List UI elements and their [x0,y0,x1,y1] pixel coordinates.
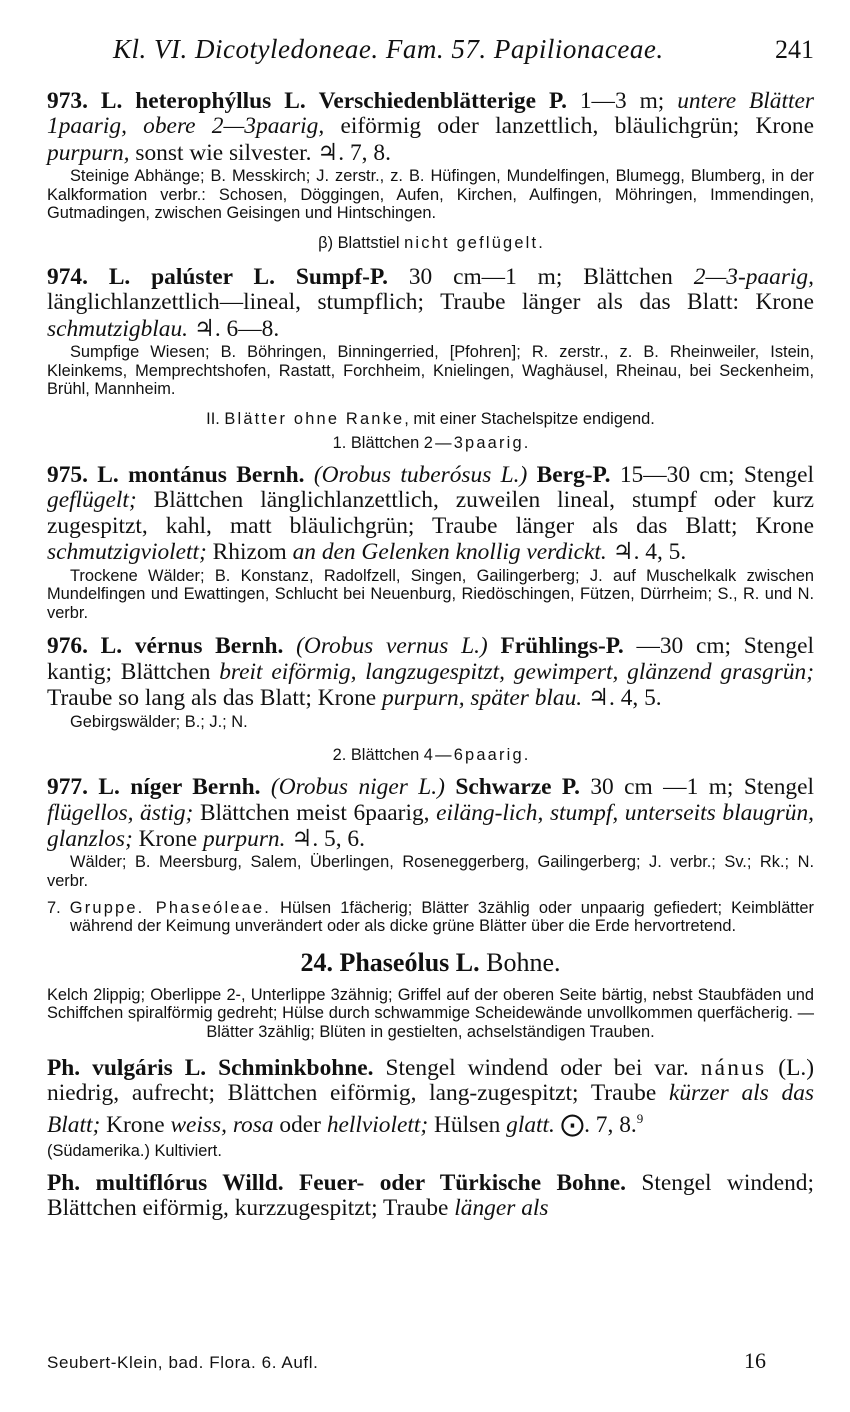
italic-run: purpurn, später blau. [382,685,583,712]
scientific-name: vérnus Bernh. [134,633,284,660]
species-entry-975 [47,463,814,622]
spaced-run: 4—6paarig [423,746,524,765]
text-run: Traube so lang als das Blatt; Krone [47,685,383,712]
german-name: Feuer- oder Türkische Bohne. [298,1169,626,1196]
spaced-run: 2—3paarig [423,434,524,452]
species-description [47,265,814,342]
italic-run: flügellos, ästig; [47,799,194,826]
flowering-months: . 7, 8. [338,139,391,166]
scientific-name: níger Bernh. [130,774,261,801]
italic-run: untere Blätter 1paarig, obere 2—3paarig, [47,88,814,140]
species-number: 974. L. [47,264,131,290]
text-run: II. [206,410,225,428]
italic-run: 2—3-paarig, [693,264,814,290]
subdivision-2 [47,745,814,765]
italic-run: purpurn. [202,826,286,853]
scientific-name: Ph. vulgáris L. [47,1054,207,1081]
species-entry-vulgaris [47,1056,814,1161]
annual-symbol: ⨀ [560,1110,585,1139]
text-run: Rhizom [206,539,293,566]
text-run: oder [273,1112,327,1139]
genus-number: 24. [300,947,333,977]
running-title: Kl. VI. Dicotyledoneae. Fam. 57. Papilionaceae. [113,34,664,64]
genus-description: Kelch 2lippig; Oberlippe 2-, Unterlippe 3zähnig; Griffel auf der oberen Seite bärtig, nebst Staubfäden und Schiffchen spiralförmig gedreht; Hülse durch schwammige Scheidewände unvollkommen querfächerig. — Blätter 3zählig; Blüten in gestielten, achselständigen Trauben. [47,985,814,1041]
text-run: Blättchen meist 6paarig, [193,799,437,826]
german-name: Verschiedenblätterige P. [318,88,567,114]
signature-line: Seubert-Klein, bad. Flora. 6. Aufl. [47,1353,319,1372]
text-run: 30 cm —1 m; Stengel [579,774,814,801]
localities: Gebirgswälder; B.; J.; N. [70,712,248,731]
signature-number: 16 [744,1348,766,1373]
subdivision-beta [47,233,814,253]
german-name: Sumpf-P. [295,264,388,290]
page-number: 241 [775,35,814,64]
origin-note: (Südamerika.) Kultiviert. [47,1141,222,1160]
italic-run: glatt. [506,1112,555,1139]
subdivision-1 [47,433,814,453]
species-description [47,463,814,566]
text-run: —30 cm; Stengel kantig; Blättchen [47,633,814,685]
text-run: β) Blattstiel [318,234,405,252]
scientific-name: Ph. multiflórus Willd. [47,1169,284,1196]
perennial-symbol: ♃ [317,137,339,166]
german-name: Frühlings-P. [500,633,624,660]
flowering-months: . 5, 6. [312,826,365,853]
scientific-name: palúster L. [151,264,275,290]
text-run: 1. Blättchen [332,434,424,452]
flowering-months: . 7, 8. [584,1112,637,1139]
genus-heading [47,948,814,978]
text-run: Stengel windend; Blättchen eiförmig, kurzzugespitzt; Traube [47,1169,814,1222]
species-number: 976. L. [47,633,123,660]
synonym: (Orobus niger L.) [270,774,445,801]
text-run: Stengel windend oder bei var. [373,1054,701,1081]
species-number: 973. L. [47,88,123,114]
italic-run: schmutzigviolett; [47,539,207,566]
species-entry-976 [47,634,814,731]
spaced-run: nicht geflügelt [404,234,539,252]
subdivision-II [47,409,814,429]
italic-run: hellviolett; [326,1112,429,1139]
text-run: Blättchen länglichlanzettlich, zuweilen lineal, stumpf oder kurz zugespitzt, kahl, matt bläulichgrün; Traube länger als das Blatt; Krone [47,487,814,539]
italic-run: an den Gelenken knollig verdickt. [292,539,607,566]
species-description [47,634,814,711]
german-name: Schminkbohne. [218,1054,374,1081]
page-footer [47,1348,766,1374]
species-description [47,775,814,852]
perennial-symbol: ♃ [588,683,609,712]
species-number: 977. L. [47,774,120,801]
italic-run: schmutzigblau. [47,315,188,342]
species-entry-973 [47,89,814,223]
text-run: Hülsen 1fächerig; Blätter 3zählig oder unpaarig gefiedert; Keimblätter während der Keimung unverändert oder als dicke grüne Blätter über die Erde hervortretend. [70,898,814,936]
flowering-months: . 4, 5. [633,539,687,566]
flowering-months: . 6—8. [214,315,280,342]
flowering-months: . 4, 5. [609,685,662,712]
italic-run: purpurn, [47,139,130,166]
localities: Trockene Wälder; B. Konstanz, Radolfzell, Singen, Gailingerberg; J. auf Muschelkalk zwischen Mundelfingen und Ewattingen, Schlucht bei Neuenburg, Riedöschingen, Fützen, Dürrheim; S., R. und N. verbr. [47,566,814,622]
text-run: . [523,434,529,452]
italic-run: weiss, rosa [170,1112,274,1139]
species-entry-974 [47,265,814,399]
text-run: (L.) niedrig, aufrecht; Blättchen eiförmig, lang-zugespitzt; Traube [47,1054,814,1106]
scientific-name: montánus Bernh. [128,462,305,488]
text-run: 30 cm—1 m; Blättchen [387,264,694,290]
italic-run: kürzer als das Blatt; [47,1080,814,1139]
italic-run: geflügelt; [47,487,137,514]
localities: Steinige Abhänge; B. Messkirch; J. zerstr., z. B. Hüfingen, Mundelfingen, Blumegg, Blumberg, in der Kalkformation verbr.: Schosen, Döggingen, Aufen, Kirchen, Aulfingen, Möhringen, Immendingen, Gutmadingen, zwischen Geisingen und Hintschingen. [47,167,814,223]
variety-name: nánus [700,1054,767,1081]
footnote-marker: 9 [636,1111,644,1127]
group-7-phaseoleae [47,899,814,936]
perennial-symbol: ♃ [193,313,215,342]
localities: Wälder; B. Meersburg, Salem, Überlingen, Roseneggerberg, Gailingerberg; J. verbr.; Sv.; Rk.; N. verbr. [47,853,814,891]
synonym: (Orobus vernus L.) [296,633,488,660]
species-description [47,1056,814,1139]
spaced-run: Gruppe. Phaseóleae. [69,898,272,917]
synonym: (Orobus tuberósus L.) [313,462,528,488]
genus-common-name: Bohne. [486,947,561,977]
page-header [113,32,814,67]
text-run: eiförmig oder lanzettlich, bläulichgrün; Krone [324,113,814,140]
text-run: . [538,234,543,252]
german-name: Berg-P. [536,462,611,488]
text-run: sonst wie silvester. [129,139,318,166]
text-run: 2. Blättchen [332,746,424,765]
text-run: , mit einer Stachelspitze endigend. [404,410,655,428]
text-run: länglichlanzettlich—lineal, stumpflich; Traube länger als das Blatt: Krone [47,289,814,316]
species-number: 975. L. [47,462,119,488]
species-entry-977 [47,775,814,890]
species-description [47,89,814,166]
italic-run: länger als [454,1195,549,1222]
spaced-run: Blätter ohne Ranke [224,410,405,428]
genus-name: Phaseólus L. [339,947,480,977]
text-run: 7. [47,898,70,917]
text-run: 1—3 m; [566,88,678,114]
scientific-name: heterophýllus L. [135,88,306,114]
perennial-symbol: ♃ [612,537,634,566]
localities: Sumpfige Wiesen; B. Böhringen, Binningerried, [Pfohren]; R. zerstr., z. B. Rheinweiler, Istein, Kleinkems, Memprechtshofen, Rastatt, Forchheim, Knielingen, Waghäusel, Rheinau, bei Seckenheim, Brühl, Mannheim. [47,343,814,399]
text-run: . [523,746,529,765]
text-run: 15—30 cm; Stengel [610,462,814,488]
species-description [47,1171,814,1222]
species-entry-multiflorus [47,1171,814,1222]
text-run: Krone [132,826,203,853]
german-name: Schwarze P. [455,774,580,801]
text-run: Krone [100,1112,171,1139]
italic-run: breit eiförmig, langzugespitzt, gewimpert, glänzend grasgrün; [219,658,814,685]
text-run: Hülsen [428,1112,507,1139]
italic-run: eiläng-lich, stumpf, unterseits blaugrün, glanzlos; [47,799,815,853]
perennial-symbol: ♃ [291,824,313,853]
